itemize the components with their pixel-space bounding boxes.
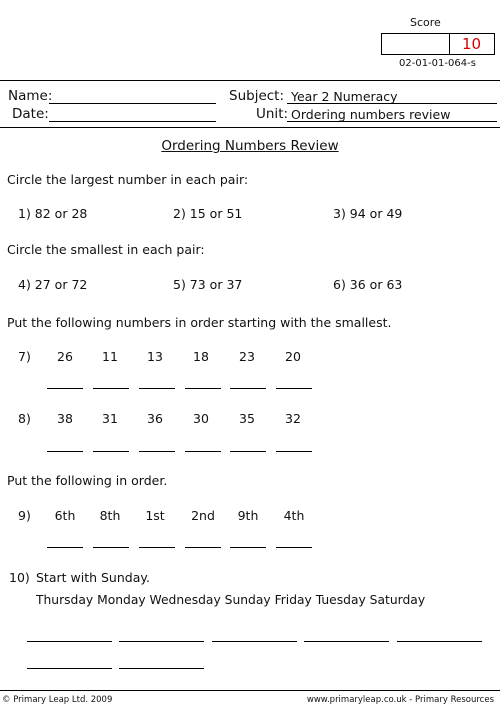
question-1[interactable]: 1) 82 or 28 — [18, 206, 88, 221]
q7-answer-blank[interactable] — [185, 388, 221, 389]
q9-item: 4th — [283, 508, 305, 523]
question-8-label: 8) — [18, 411, 31, 426]
q8-answer-blank[interactable] — [230, 451, 266, 452]
q10-answer-blank[interactable] — [212, 641, 297, 642]
q9-answer-blank[interactable] — [93, 547, 129, 548]
score-value: 10 — [461, 35, 482, 53]
q7-answer-blank[interactable] — [230, 388, 266, 389]
unit-label: Unit: — [256, 106, 289, 122]
question-4[interactable]: 4) 27 or 72 — [18, 277, 88, 292]
name-label: Name: — [8, 88, 53, 104]
q9-answer-blank[interactable] — [230, 547, 266, 548]
score-label: Score — [410, 16, 441, 29]
q9-item: 1st — [145, 508, 165, 523]
q8-answer-blank[interactable] — [139, 451, 175, 452]
q10-answer-blank[interactable] — [119, 668, 204, 669]
question-5[interactable]: 5) 73 or 37 — [173, 277, 243, 292]
unit-field-line — [287, 121, 497, 122]
header-bottom-rule — [0, 127, 500, 128]
question-10-label: 10) — [9, 570, 30, 585]
q9-answer-blank[interactable] — [276, 547, 312, 548]
q7-number: 23 — [239, 349, 255, 364]
date-label: Date: — [12, 106, 49, 122]
q9-answer-blank[interactable] — [47, 547, 83, 548]
footer-website: www.primaryleap.co.uk - Primary Resources — [306, 695, 494, 705]
section2-instruction: Circle the smallest in each pair: — [7, 242, 205, 257]
q7-number: 11 — [102, 349, 118, 364]
header-top-rule — [0, 80, 500, 81]
question-3[interactable]: 3) 94 or 49 — [333, 206, 403, 221]
q9-answer-blank[interactable] — [139, 547, 175, 548]
q8-answer-blank[interactable] — [47, 451, 83, 452]
q7-answer-blank[interactable] — [47, 388, 83, 389]
q9-item: 8th — [99, 508, 121, 523]
q7-number: 26 — [57, 349, 73, 364]
q7-answer-blank[interactable] — [276, 388, 312, 389]
date-field-line[interactable] — [49, 121, 216, 122]
worksheet-code: 02-01-01-064-s — [399, 58, 476, 69]
question-7-label: 7) — [18, 349, 31, 364]
q9-item: 6th — [54, 508, 76, 523]
q8-number: 31 — [102, 411, 118, 426]
q7-number: 13 — [147, 349, 163, 364]
q8-number: 32 — [285, 411, 301, 426]
q7-answer-blank[interactable] — [93, 388, 129, 389]
q8-answer-blank[interactable] — [185, 451, 221, 452]
q10-answer-blank[interactable] — [304, 641, 389, 642]
worksheet-title: Ordering Numbers Review — [161, 138, 339, 154]
section5-instruction: Start with Sunday. — [36, 570, 150, 585]
q10-answer-blank[interactable] — [27, 668, 112, 669]
q8-number: 38 — [57, 411, 73, 426]
question-2[interactable]: 2) 15 or 51 — [173, 206, 243, 221]
subject-label: Subject: — [229, 88, 285, 104]
q9-answer-blank[interactable] — [185, 547, 221, 548]
days-list: Thursday Monday Wednesday Sunday Friday Tuesday Saturday — [36, 593, 426, 607]
name-field-line[interactable] — [49, 103, 216, 104]
q9-item: 2nd — [191, 508, 215, 523]
section1-instruction: Circle the largest number in each pair: — [7, 172, 249, 187]
score-blank-cell — [382, 34, 450, 54]
q7-number: 18 — [193, 349, 209, 364]
q8-number: 35 — [239, 411, 255, 426]
q10-answer-blank[interactable] — [27, 641, 112, 642]
q7-number: 20 — [285, 349, 301, 364]
q9-item: 9th — [237, 508, 259, 523]
question-6[interactable]: 6) 36 or 63 — [333, 277, 403, 292]
unit-value: Ordering numbers review — [291, 107, 451, 122]
q7-answer-blank[interactable] — [139, 388, 175, 389]
subject-field-line — [287, 103, 497, 104]
q8-answer-blank[interactable] — [93, 451, 129, 452]
q8-number: 36 — [147, 411, 163, 426]
section4-instruction: Put the following in order. — [7, 473, 168, 488]
score-box — [381, 33, 495, 55]
footer-rule — [0, 690, 500, 691]
subject-value: Year 2 Numeracy — [291, 89, 398, 104]
q10-answer-blank[interactable] — [397, 641, 482, 642]
section3-instruction: Put the following numbers in order starting with the smallest. — [7, 315, 392, 330]
q8-number: 30 — [193, 411, 209, 426]
footer-copyright: © Primary Leap Ltd. 2009 — [2, 695, 113, 705]
q8-answer-blank[interactable] — [276, 451, 312, 452]
q10-answer-blank[interactable] — [119, 641, 204, 642]
question-9-label: 9) — [18, 508, 31, 523]
